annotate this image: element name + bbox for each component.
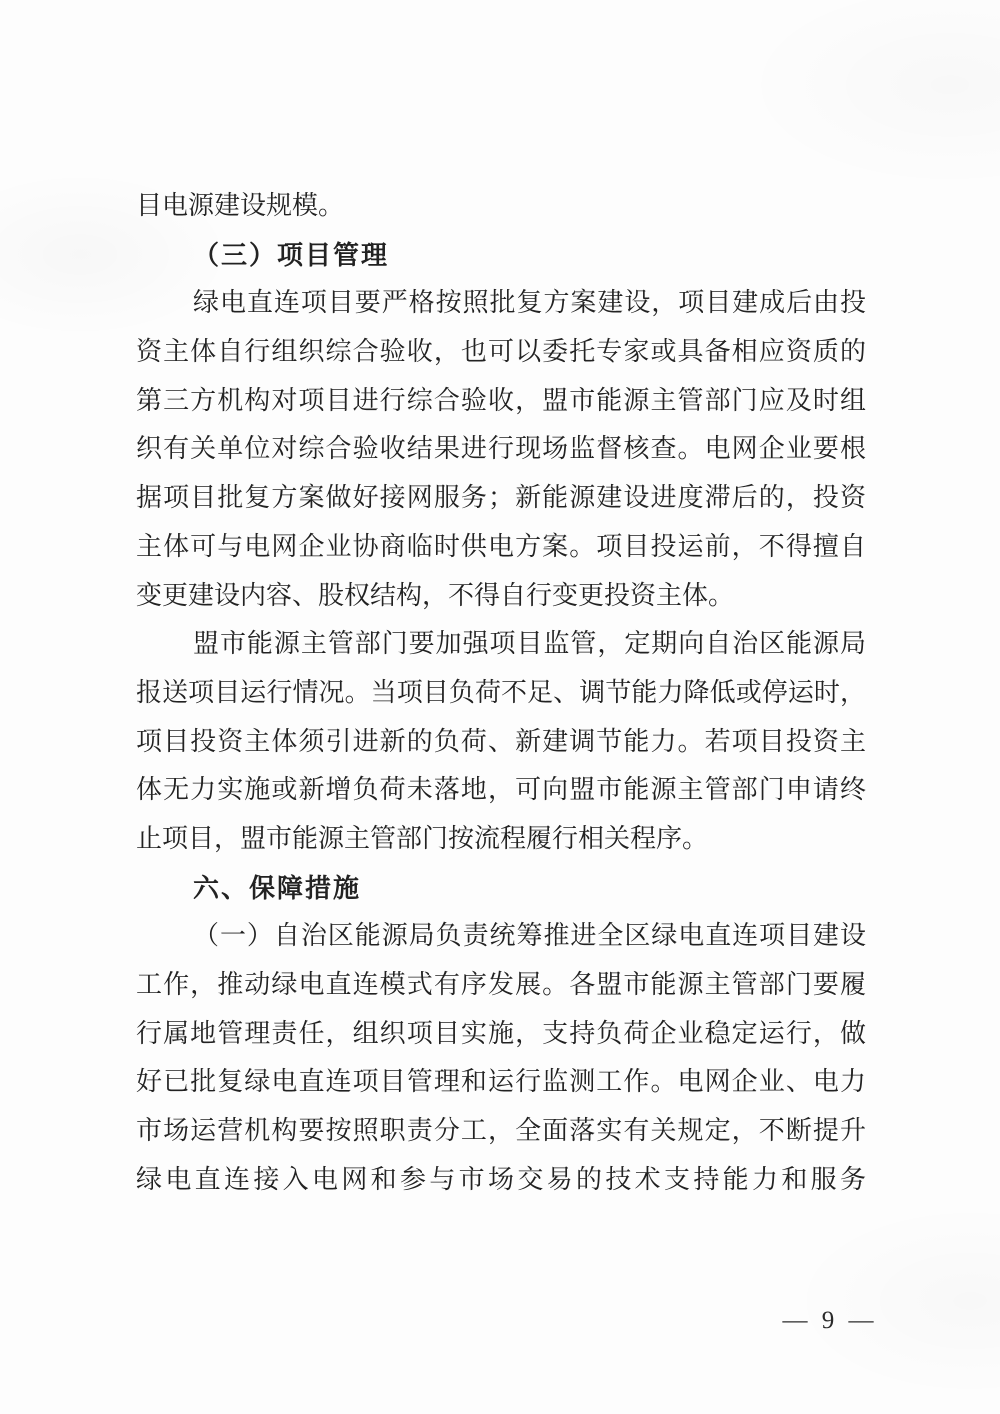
document-line: （一）自治区能源局负责统筹推进全区绿电直连项目建设 — [193, 921, 866, 951]
document-line: 行属地管理责任，组织项目实施，支持负荷企业稳定运行，做 — [136, 1018, 866, 1048]
document-line: 织有关单位对综合验收结果进行现场监督核查。电网企业要根 — [136, 434, 866, 464]
document-line: 变更建设内容、股权结构，不得自行变更投资主体。 — [136, 580, 735, 610]
document-line: 主体可与电网企业协商临时供电方案。项目投运前，不得擅自 — [136, 531, 866, 561]
document-line: 据项目批复方案做好接网服务；新能源建设进度滞后的，投资 — [136, 483, 866, 513]
page-number: — 9 — — [782, 1307, 878, 1334]
section-heading-safeguard-measures: 六、保障措施 — [193, 872, 362, 903]
document-line: 好已批复绿电直连项目管理和运行监测工作。电网企业、电力 — [136, 1067, 866, 1097]
document-line: 工作，推动绿电直连模式有序发展。各盟市能源主管部门要履 — [136, 970, 866, 999]
document-line: 体无力实施或新增负荷未落地，可向盟市能源主管部门申请终 — [136, 775, 866, 805]
document-line: 盟市能源主管部门要加强项目监管，定期向自治区能源局 — [193, 629, 866, 659]
document-line: 绿电直连项目要严格按照批复方案建设，项目建成后由投 — [193, 288, 866, 318]
document-line: 资主体自行组织综合验收，也可以委托专家或具备相应资质的 — [136, 337, 866, 367]
document-body — [136, 182, 866, 1204]
document-line: 止项目，盟市能源主管部门按流程履行相关程序。 — [136, 823, 709, 853]
document-line: 绿电直连接入电网和参与市场交易的技术支持能力和服务 — [136, 1164, 866, 1194]
document-line: 报送项目运行情况。当项目负荷不足、调节能力降低或停运时， — [136, 677, 866, 707]
document-line: 目电源建设规模。 — [136, 191, 345, 220]
section-heading-project-management: （三）项目管理 — [193, 239, 390, 270]
document-line: 第三方机构对项目进行综合验收，盟市能源主管部门应及时组 — [136, 385, 866, 415]
document-line: 市场运营机构要按照职责分工，全面落实有关规定，不断提升 — [136, 1116, 866, 1146]
document-line: 项目投资主体须引进新的负荷、新建调节能力。若项目投资主 — [136, 726, 866, 756]
